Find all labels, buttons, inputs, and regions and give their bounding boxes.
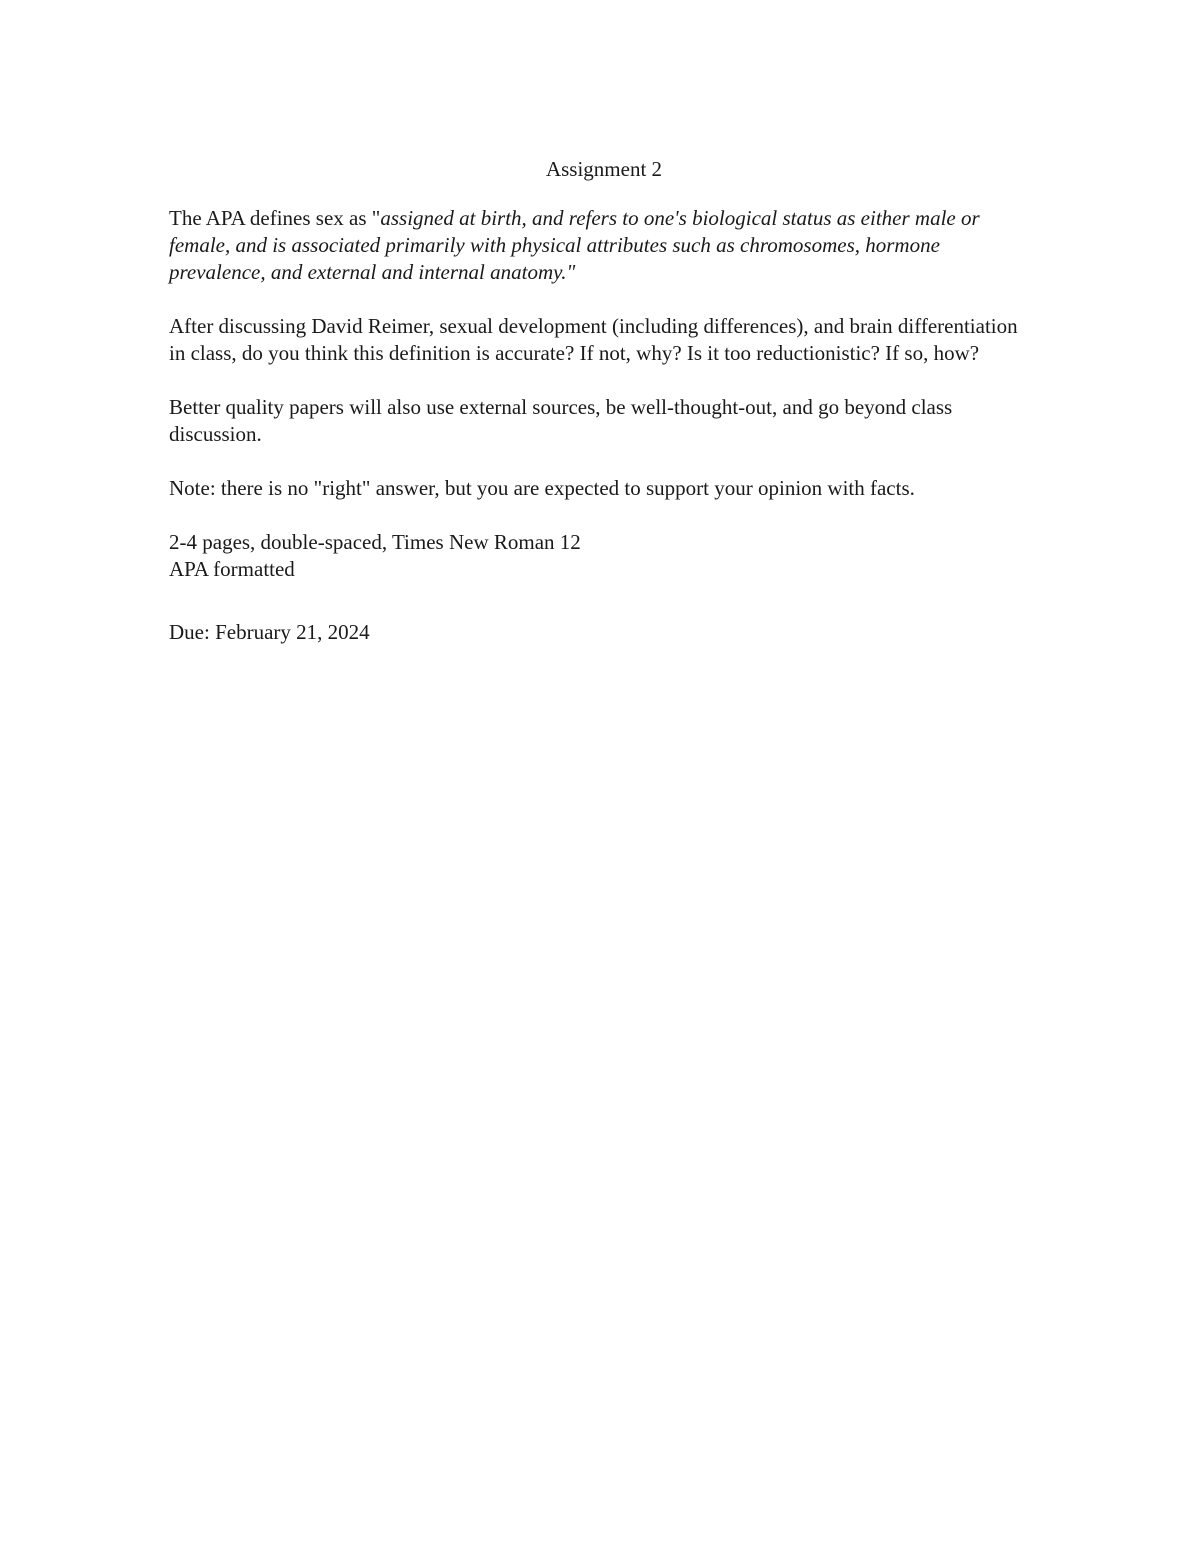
quality-paragraph: Better quality papers will also use external sources, be well-thought-out, and go beyond class discussion. [169,395,953,446]
note-paragraph: Note: there is no "right" answer, but you are expected to support your opinion with facts. [169,476,915,500]
definition-prefix: The APA defines sex as " [169,206,381,230]
assignment-title: Assignment 2 [545,157,663,181]
definition-quote: assigned at birth, and refers to one's biological status as either male or female, and is associated primarily with physical attributes such as chromosomes, hormone prevalence, and external and internal anatomy." [169,206,980,284]
definition-paragraph [169,205,1039,286]
format-requirements: 2-4 pages, double-spaced, Times New Roman 12 [169,530,581,554]
question-paragraph: After discussing David Reimer, sexual development (including differences), and brain differentiation in class, do you think this definition is accurate? If not, why? Is it too reductionistic? If so, how? [169,314,1018,365]
document-body [169,152,1039,673]
apa-format-line: APA formatted [169,557,295,581]
due-date: Due: February 21, 2024 [169,620,370,644]
